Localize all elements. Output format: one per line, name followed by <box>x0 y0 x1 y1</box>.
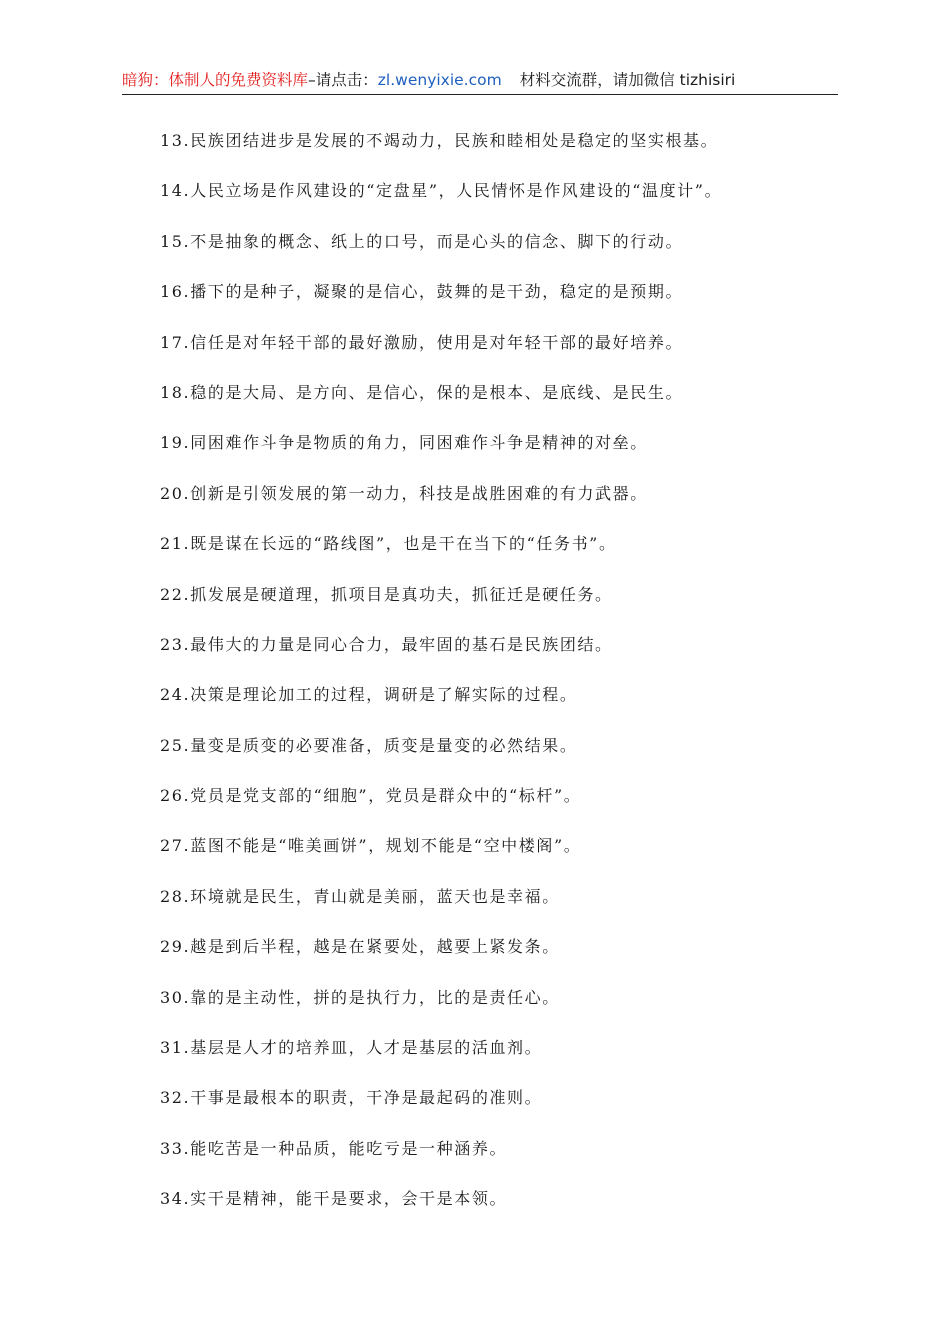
numbered-line-30: 30.靠的是主动性，拼的是执行力，比的是责任心。 <box>160 987 560 1007</box>
numbered-line-34: 34.实干是精神，能干是要求，会干是本领。 <box>160 1189 508 1209</box>
numbered-line-20: 20.创新是引领发展的第一动力，科技是战胜困难的有力武器。 <box>160 483 648 503</box>
numbered-line-28: 28.环境就是民生，青山就是美丽，蓝天也是幸福。 <box>160 886 560 906</box>
header-url-link[interactable]: zl.wenyixie.com <box>377 71 502 89</box>
numbered-line-33: 33.能吃苦是一种品质，能吃亏是一种涵养。 <box>160 1138 508 1158</box>
numbered-line-15: 15.不是抽象的概念、纸上的口号，而是心头的信念、脚下的行动。 <box>160 231 684 251</box>
numbered-line-18: 18.稳的是大局、是方向、是信心，保的是根本、是底线、是民生。 <box>160 382 684 402</box>
numbered-line-26: 26.党员是党支部的“细胞”，党员是群众中的“标杆”。 <box>160 786 582 806</box>
header-wechat-note: 材料交流群，请加微信 tizhisiri <box>519 71 736 89</box>
header-prompt: –请点击： <box>308 71 378 89</box>
numbered-line-19: 19.同困难作斗争是物质的角力，同困难作斗争是精神的对垒。 <box>160 433 648 453</box>
page-header <box>122 66 838 95</box>
numbered-line-23: 23.最伟大的力量是同心合力，最牢固的基石是民族团结。 <box>160 634 613 654</box>
numbered-line-22: 22.抓发展是硬道理，抓项目是真功夫，抓征迁是硬任务。 <box>160 584 613 604</box>
document-body <box>160 126 840 1235</box>
numbered-line-32: 32.干事是最根本的职责，干净是最起码的准则。 <box>160 1088 543 1108</box>
numbered-line-25: 25.量变是质变的必要准备，质变是量变的必然结果。 <box>160 735 578 755</box>
numbered-line-29: 29.越是到后半程，越是在紧要处，越要上紧发条。 <box>160 937 560 957</box>
numbered-line-24: 24.决策是理论加工的过程，调研是了解实际的过程。 <box>160 685 578 705</box>
numbered-line-13: 13.民族团结进步是发展的不竭动力，民族和睦相处是稳定的坚实根基。 <box>160 131 719 150</box>
numbered-line-16: 16.播下的是种子，凝聚的是信心，鼓舞的是干劲，稳定的是预期。 <box>160 282 684 302</box>
header-brand: 暗狗：体制人的免费资料库 <box>122 71 309 89</box>
numbered-line-27: 27.蓝图不能是“唯美画饼”，规划不能是“空中楼阁”。 <box>160 836 582 856</box>
numbered-line-14: 14.人民立场是作风建设的“定盘星”，人民情怀是作风建设的“温度计”。 <box>160 181 723 201</box>
numbered-line-17: 17.信任是对年轻干部的最好激励，使用是对年轻干部的最好培养。 <box>160 332 684 352</box>
numbered-line-21: 21.既是谋在长远的“路线图”，也是干在当下的“任务书”。 <box>160 534 617 554</box>
numbered-line-31: 31.基层是人才的培养皿，人才是基层的活血剂。 <box>160 1038 543 1058</box>
